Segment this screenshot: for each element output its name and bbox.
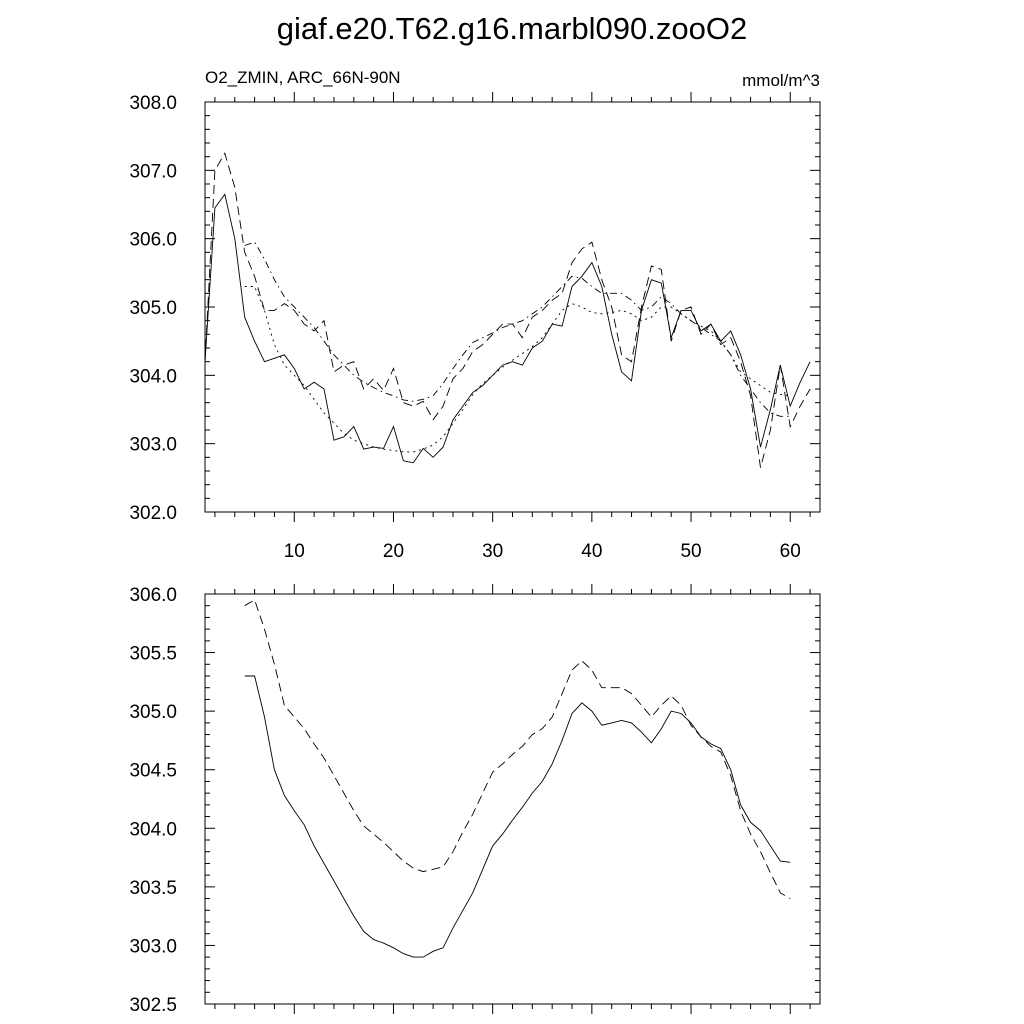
x-tick-label: 20 — [382, 541, 405, 562]
x-tick-label: 40 — [581, 541, 603, 562]
y-tick-label: 303.0 — [129, 936, 177, 958]
y-tick-label: 302.0 — [129, 503, 177, 524]
bottom-panel — [129, 584, 820, 1016]
series-line-solid — [245, 676, 791, 957]
plot-frame-1 — [205, 594, 820, 1004]
y-tick-label: 305.0 — [129, 702, 177, 724]
x-tick-label: 50 — [680, 541, 702, 562]
series-line-dotted — [245, 287, 791, 452]
plot-frame-0 — [205, 102, 820, 512]
variable-subtitle: O2_ZMIN, ARC_66N-90N — [205, 68, 401, 87]
y-tick-label: 304.5 — [129, 760, 177, 782]
series-line-dashed — [205, 153, 810, 467]
y-tick-label: 304.0 — [129, 366, 177, 388]
y-tick-label: 305.0 — [129, 298, 177, 319]
chart-title: giaf.e20.T62.g16.marbl090.zooO2 — [276, 11, 748, 46]
y-tick-label: 308.0 — [129, 93, 177, 114]
y-tick-label: 305.5 — [129, 643, 177, 665]
y-tick-label: 303.5 — [129, 877, 177, 899]
y-tick-label: 302.5 — [129, 995, 177, 1016]
series-line-solid — [205, 194, 810, 463]
y-tick-label: 304.0 — [129, 819, 177, 841]
y-tick-label: 303.0 — [129, 434, 177, 456]
x-tick-label: 30 — [482, 541, 504, 562]
y-tick-label: 306.0 — [129, 229, 177, 251]
series-line-dashdot — [245, 242, 791, 416]
x-tick-label: 60 — [779, 541, 801, 562]
y-tick-label: 306.0 — [129, 585, 177, 606]
y-tick-label: 307.0 — [129, 161, 177, 183]
top-panel — [129, 92, 820, 562]
series-line-dashed — [245, 600, 791, 899]
units-subtitle: mmol/m^3 — [742, 71, 820, 90]
x-tick-label: 10 — [283, 541, 305, 562]
